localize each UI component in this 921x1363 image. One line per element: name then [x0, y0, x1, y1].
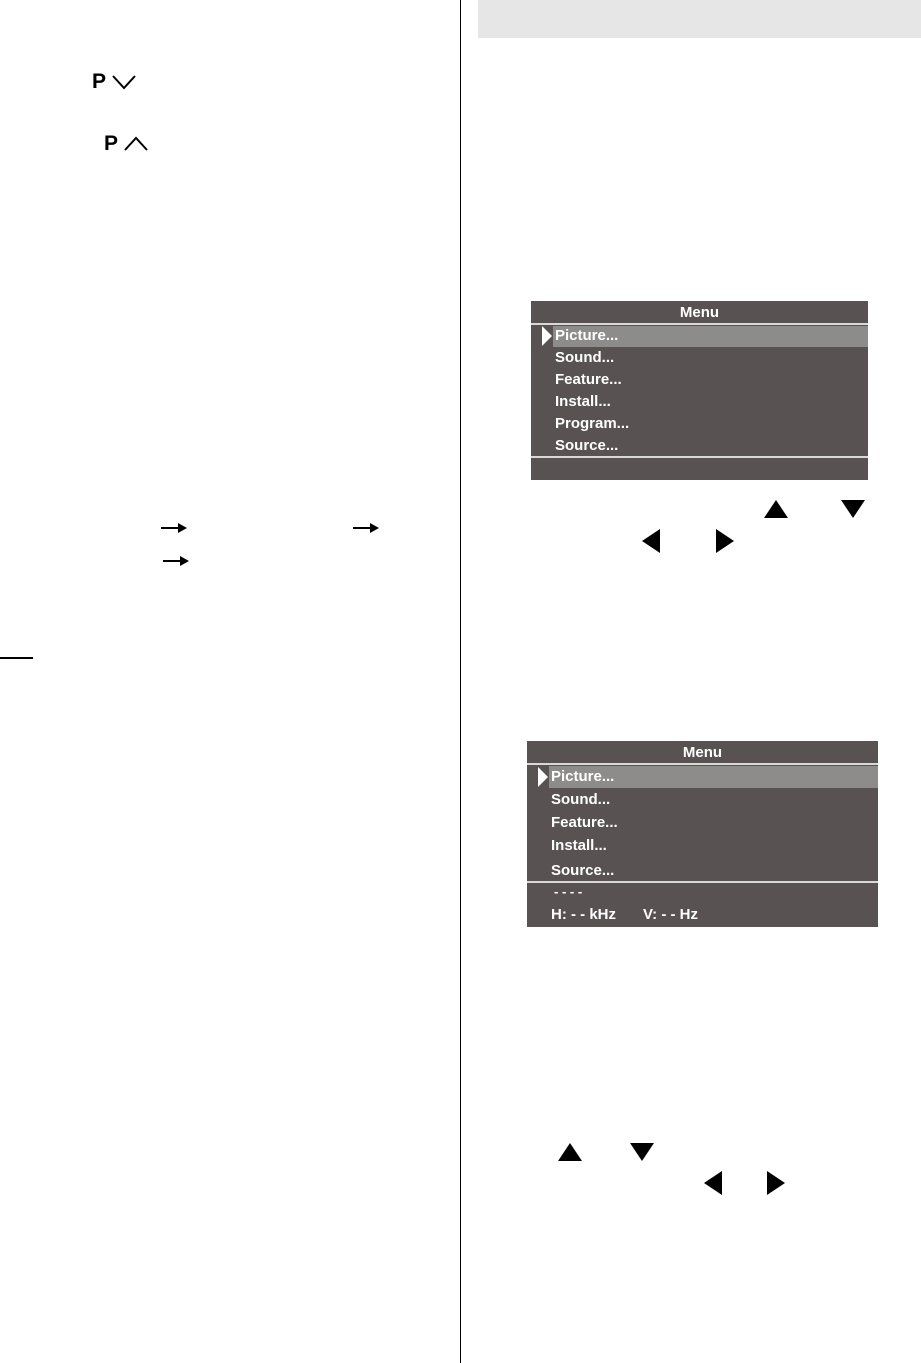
selection-cursor-icon: [542, 326, 552, 346]
up-triangle-icon: [558, 1143, 582, 1161]
menu-separator: [531, 323, 868, 325]
left-triangle-icon: [642, 529, 660, 553]
down-triangle-icon: [841, 500, 865, 518]
right-triangle-icon: [716, 529, 734, 553]
right-arrow-icon: [162, 553, 190, 569]
menu-title: Menu: [679, 304, 720, 321]
up-triangle-icon: [764, 500, 788, 518]
program-down-key: [92, 70, 137, 94]
left-triangle-icon: [704, 1171, 722, 1195]
right-triangle-icon: [767, 1171, 785, 1195]
column-divider: [460, 0, 461, 1363]
right-arrow-icon: [352, 520, 380, 536]
chevron-down-icon: [111, 72, 137, 92]
status-horizontal-frequency: H: - - kHz: [551, 906, 616, 923]
menu-item-install[interactable]: Install...: [555, 393, 611, 410]
menu-item-feature[interactable]: Feature...: [555, 371, 622, 388]
right-arrow-icon: [160, 520, 188, 536]
menu-separator: [531, 456, 868, 458]
footnote-rule: [0, 657, 33, 659]
menu-item-program[interactable]: Program...: [555, 415, 630, 432]
menu-title: Menu: [682, 744, 723, 761]
menu-item-feature[interactable]: Feature...: [551, 814, 618, 831]
program-down-letter: P: [92, 70, 106, 93]
menu-item-source[interactable]: Source...: [551, 862, 615, 879]
menu-item-picture[interactable]: Picture...: [551, 768, 615, 785]
down-triangle-icon: [630, 1143, 654, 1161]
program-up-letter: P: [104, 132, 118, 155]
status-placeholder: - - - -: [554, 884, 583, 899]
menu-separator: [527, 763, 878, 765]
tv-menu-panel: [531, 301, 868, 480]
menu-item-sound[interactable]: Sound...: [555, 349, 615, 366]
pc-menu-panel: [527, 741, 878, 927]
menu-item-sound[interactable]: Sound...: [551, 791, 611, 808]
chevron-up-icon: [123, 134, 149, 154]
status-vertical-frequency: V: - - Hz: [643, 906, 698, 923]
menu-item-source[interactable]: Source...: [555, 437, 619, 454]
menu-item-picture[interactable]: Picture...: [555, 327, 619, 344]
header-band: [478, 0, 921, 38]
menu-item-install[interactable]: Install...: [551, 837, 607, 854]
selection-cursor-icon: [538, 767, 548, 787]
program-up-key: [104, 132, 149, 156]
